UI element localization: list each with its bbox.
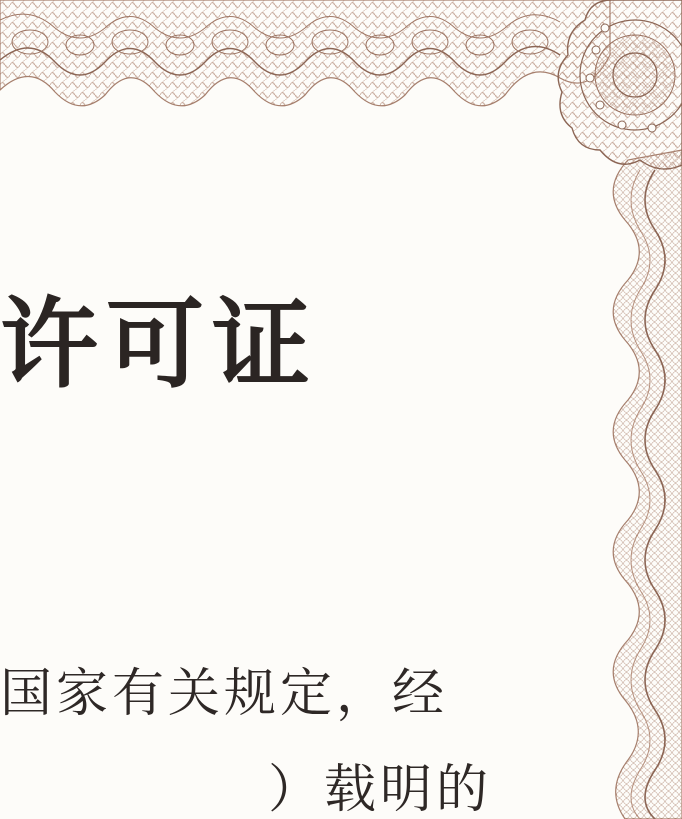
certificate-body-line-2: ）载明的 bbox=[268, 760, 493, 819]
certificate-title: 许可证 bbox=[0, 287, 319, 402]
certificate-body-line-1: 国家有关规定，经 bbox=[0, 664, 449, 724]
